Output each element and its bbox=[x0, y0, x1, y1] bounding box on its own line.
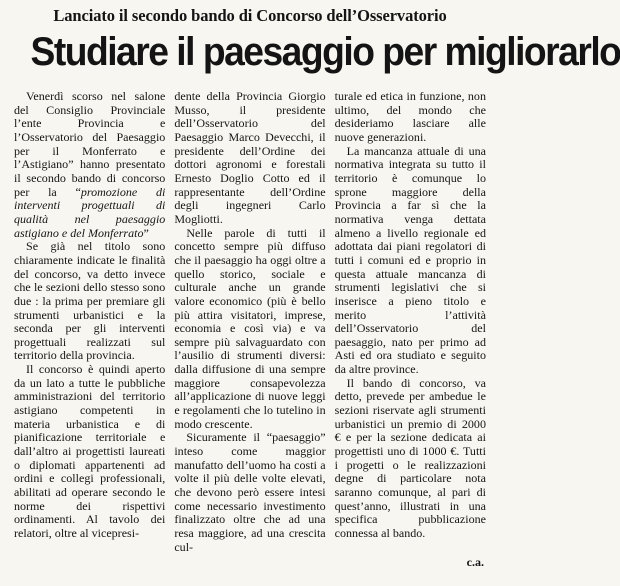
kicker: Lanciato il secondo bando di Concorso dell’Osservatorio bbox=[53, 6, 447, 25]
article-paragraph bbox=[335, 90, 486, 145]
text-run: ” bbox=[143, 225, 149, 240]
column-3 bbox=[335, 90, 486, 554]
article-paragraph bbox=[174, 90, 325, 227]
article-paragraph bbox=[174, 227, 325, 432]
text-run: Se già nel titolo sono chiaramente indicate le finalità del concorso, va detto invece che le sezioni dello stesso sono due : la prima per premiare gli strumenti urbanistici e la seconda per gli interventi progettuali realizzati sul territorio della provincia. bbox=[14, 239, 166, 363]
text-run: Il concorso è quindi aperto da un lato a tutte le pubbliche amministrazioni del territorio astigiano competenti in materia urbanistica e di pianificazione territoriale e dall’altro ai progettisti laureati o diplomati appartenenti ad ordini e collegi professionali, abilitati ad operare secondo le norme dei rispettivi ordinamenti. Al tavolo dei relatori, oltre al vicepresi- bbox=[14, 362, 166, 540]
article-paragraph bbox=[14, 90, 165, 240]
column-1 bbox=[14, 90, 165, 554]
text-run: Sicuramente il “paesaggio” inteso come maggior manufatto dell’uomo ha costi a volte il più delle volte elevati, che devono però essere intesi come necessario investimento finalizzato oltre che ad una resa maggiore, ad una crescita cul- bbox=[174, 430, 326, 554]
article-paragraph bbox=[14, 363, 165, 541]
article-paragraph bbox=[335, 145, 486, 377]
author-signature: c.a. bbox=[466, 555, 484, 569]
article-paragraph bbox=[14, 240, 165, 363]
text-run: turale ed etica in funzione, non ultimo, del mondo che desideriamo lasciare alle nuove generazioni. bbox=[334, 89, 486, 144]
article-body bbox=[14, 90, 486, 554]
text-run: La mancanza attuale di una normativa integrata su tutto il territorio è comunque lo sprone maggiore della Provincia a far sì che la normativa venga dettata almeno a livello regionale ed adottata dai piani regolatori di tutti i comuni ed e proprio in questa attuale mancanza di strumenti legislativi che si inserisce a pieno titolo e merito l’attività dell’Osservatorio del paesaggio, nato per primo ad Asti ed ora studiato e seguito da altre province. bbox=[334, 143, 486, 377]
headline: Studiare il paesaggio per migliorarlo bbox=[30, 30, 620, 74]
text-run: Venerdì scorso nel salone del Consiglio Provinciale l’ente Provincia e l’Osservatorio del Paesaggio per il Monferrato e l’Astigiano” hanno presentato il secondo bando di concorso per la “ bbox=[14, 89, 166, 199]
article-paragraph bbox=[335, 377, 486, 541]
text-run: dente della Provincia Giorgio Musso, il presidente dell’Osservatorio del Paesaggio Marco Devecchi, il presidente dell’Ordine dei dottori agronomi e forestali Ernesto Doglio Cotto ed il rappresentante dell’Ordine degli ingegneri Carlo Mogliotti. bbox=[174, 89, 326, 226]
column-2 bbox=[174, 90, 325, 554]
text-run: Nelle parole di tutti il concetto sempre più diffuso che il paesaggio ha oggi oltre a quello storico, sociale e culturale anche un grande valore economico (più è bello più attira visitatori, imprese, economia e così via) e va sempre più salvaguardato con l’ausilio di strumenti diversi: dalla diffusione di una sempre maggiore consapevolezza all’applicazione di nuove leggi e regolamenti che lo tutelino in modo crescente. bbox=[174, 225, 326, 431]
text-run: Il bando di concorso, va detto, prevede per ambedue le sezioni riservate agli strumenti urbanistici un premio di 2000 € e per la sezione dedicata ai progettisti uno di 1000 €. Tutti i progetti o le realizzazioni degne di particolare nota saranno comunque, al pari di quest’anno, illustrati in una specifica pubblicazione connessa al bando. bbox=[334, 375, 486, 540]
italic-text: promozione di interventi progettuali di qualità nel paesaggio astigiano e del Monferrato bbox=[14, 184, 166, 240]
article-paragraph bbox=[174, 431, 325, 554]
